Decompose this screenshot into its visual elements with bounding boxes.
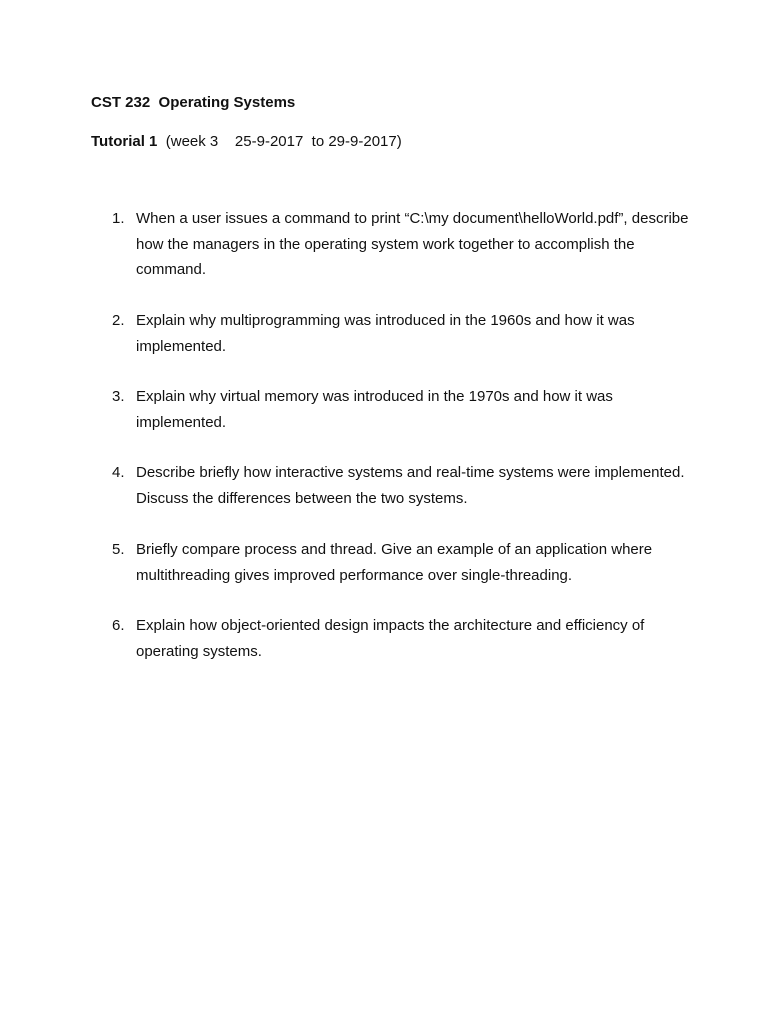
tutorial-label: Tutorial 1 xyxy=(91,133,158,150)
question-item xyxy=(112,537,712,588)
question-text: Briefly compare process and thread. Give an example of an application where multithreading gives improved performance over single-threading. xyxy=(136,541,653,584)
question-item xyxy=(112,384,712,435)
question-item xyxy=(112,308,712,359)
question-text: Explain why virtual memory was introduced in the 1970s and how it was implemented. xyxy=(136,388,613,431)
question-text: Explain why multiprogramming was introduced in the 1960s and how it was implemented. xyxy=(136,312,635,355)
question-text: When a user issues a command to print “C:\my document\helloWorld.pdf”, describe how the managers in the operating system work together to accomplish the command. xyxy=(136,210,689,278)
question-number: 4. xyxy=(112,464,125,481)
tutorial-dates: (week 3 25-9-2017 to 29-9-2017) xyxy=(157,133,402,150)
question-number: 1. xyxy=(112,210,125,227)
question-item xyxy=(112,206,712,283)
question-number: 6. xyxy=(112,617,125,634)
question-number: 3. xyxy=(112,388,125,405)
tutorial-line xyxy=(91,133,402,150)
question-number: 2. xyxy=(112,312,125,329)
question-item xyxy=(112,613,712,664)
question-text: Explain how object-oriented design impacts the architecture and efficiency of operating systems. xyxy=(136,617,645,660)
question-text: Describe briefly how interactive systems and real-time systems were implemented. Discuss the differences between the two systems. xyxy=(136,464,685,507)
question-item xyxy=(112,460,712,511)
course-title: CST 232 Operating Systems xyxy=(91,94,296,111)
question-number: 5. xyxy=(112,541,125,558)
